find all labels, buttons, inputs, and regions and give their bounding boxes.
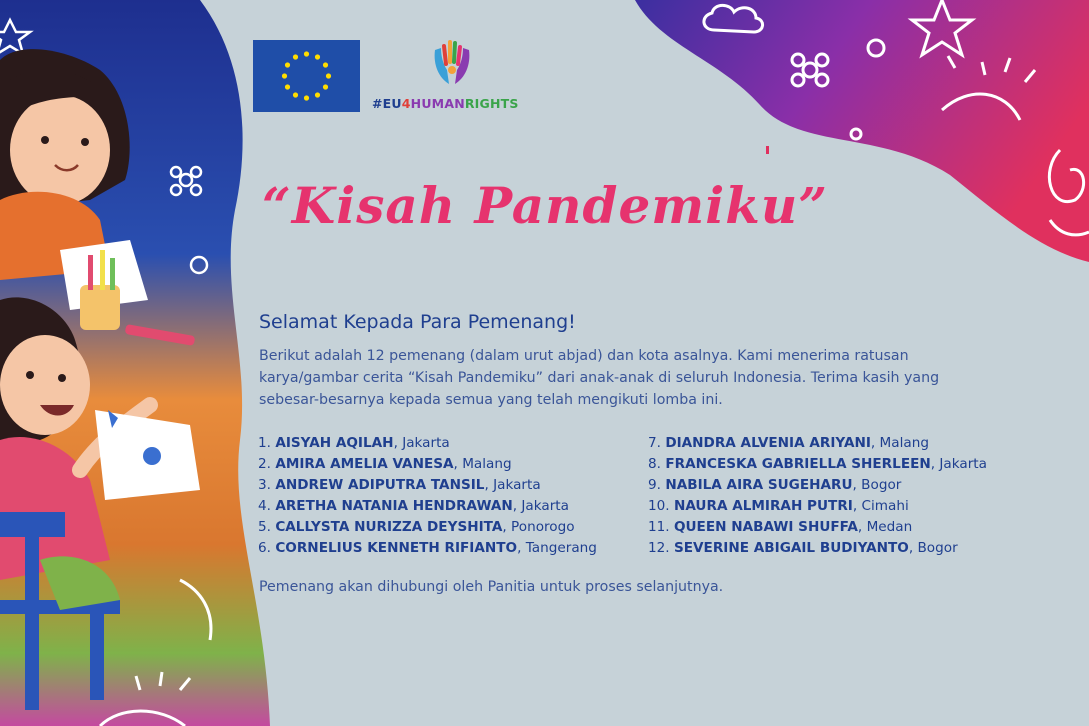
winners-list-right	[648, 433, 987, 558]
winners-list-left	[258, 433, 597, 558]
list-item	[258, 496, 597, 517]
winner-number: 2.	[258, 455, 271, 472]
eu-flag-icon	[253, 40, 360, 112]
winner-city: , Jakarta	[930, 455, 987, 472]
list-item	[648, 496, 987, 517]
list-item	[648, 517, 987, 538]
winner-name: SEVERINE ABIGAIL BUDIYANTO	[673, 539, 909, 556]
winner-number: 5.	[258, 518, 271, 535]
hashtag-part-eu: #EU	[372, 96, 402, 111]
winner-name: CALLYSTA NURIZZA DEYSHITA	[275, 518, 503, 535]
intro-paragraph: Berikut adalah 12 pemenang (dalam urut abjad) dan kota asalnya. Kami menerima ratusan karya/gambar cerita “Kisah Pandemiku” dari anak-anak di seluruh Indonesia. Terima kasih yang sebesar-besarnya kepada semua yang telah mengikuti lomba ini.	[259, 348, 940, 408]
winner-number: 8.	[648, 455, 661, 472]
list-item	[648, 538, 987, 559]
winner-city: , Jakarta	[484, 476, 541, 493]
winner-number: 4.	[258, 497, 271, 514]
page-title: “Kisah Pandemiku”	[262, 176, 828, 235]
winner-name: NAURA ALMIRAH PUTRI	[673, 497, 853, 514]
winner-city: , Malang	[870, 435, 929, 451]
winner-number: 1.	[258, 435, 271, 451]
list-item	[258, 538, 597, 559]
winner-name: AISYAH AQILAH	[275, 435, 394, 451]
list-item	[648, 454, 987, 475]
list-item	[648, 475, 987, 496]
winner-number: 9.	[648, 476, 661, 493]
winner-city: , Jakarta	[393, 435, 450, 451]
winner-number: 3.	[258, 476, 271, 493]
hashtag-part-human: HUMAN	[410, 96, 465, 111]
winner-name: ARETHA NATANIA HENDRAWAN	[275, 497, 513, 514]
list-item	[258, 517, 597, 538]
winner-number: 10.	[648, 497, 670, 514]
winner-name: FRANCESKA GABRIELLA SHERLEEN	[665, 455, 931, 472]
winner-number: 12.	[648, 539, 670, 556]
winner-city: , Jakarta	[512, 497, 569, 514]
list-item	[648, 433, 987, 454]
hashtag-part-4: 4	[401, 96, 411, 111]
winner-city: , Malang	[453, 455, 512, 472]
winner-name: AMIRA AMELIA VANESA	[275, 455, 454, 472]
winner-city: , Ponorogo	[502, 518, 575, 535]
winner-number: 6.	[258, 539, 271, 556]
winner-city: , Bogor	[852, 476, 902, 493]
winner-city: , Tangerang	[517, 539, 597, 556]
list-item	[258, 433, 597, 454]
winner-number: 7.	[648, 435, 661, 451]
list-item	[258, 475, 597, 496]
winner-number: 11.	[648, 518, 670, 535]
winner-city: , Medan	[857, 518, 913, 535]
list-item	[258, 454, 597, 475]
winner-name: QUEEN NABAWI SHUFFA	[673, 518, 858, 535]
hashtag-part-rights: RIGHTS	[464, 96, 519, 111]
closing-note: Pemenang akan dihubungi oleh Panitia untuk proses selanjutnya.	[259, 579, 724, 595]
campaign-hashtag	[372, 96, 519, 111]
winner-name: DIANDRA ALVENIA ARIYANI	[665, 435, 871, 451]
winner-city: , Bogor	[908, 539, 958, 556]
winner-name: ANDREW ADIPUTRA TANSIL	[275, 476, 485, 493]
hands-logo-icon	[429, 40, 475, 90]
section-heading: Selamat Kepada Para Pemenang!	[259, 311, 576, 333]
winner-city: , Cimahi	[852, 497, 909, 514]
winner-name: NABILA AIRA SUGEHARU	[665, 476, 853, 493]
winner-name: CORNELIUS KENNETH RIFIANTO	[275, 539, 518, 556]
